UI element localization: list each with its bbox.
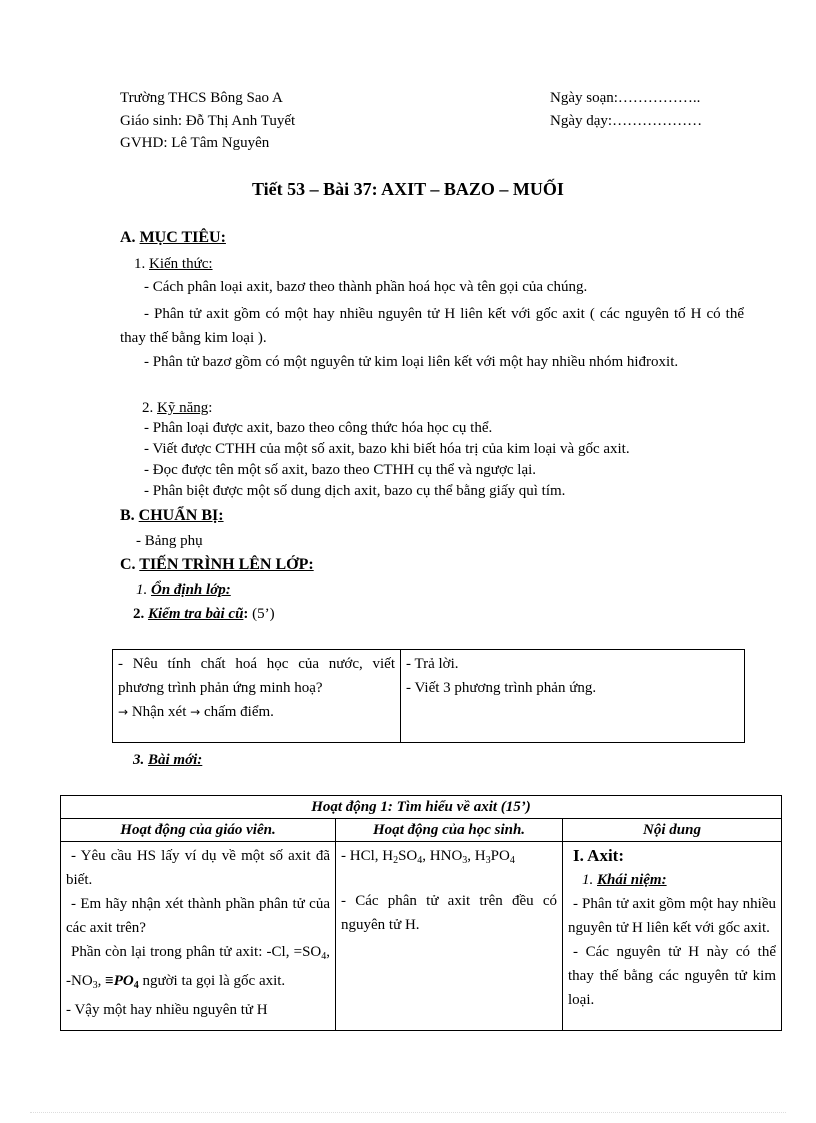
teacher-name: Giáo sinh: Đỗ Thị Anh Tuyết [120, 113, 296, 129]
knowledge-item-2: - Phân tử axit gồm có một hay nhiều nguyên tử H liên kết với gốc axit ( các nguyên tố H có thể thay thế bằng kim loại ). [120, 306, 744, 346]
section-c-prefix: C. [120, 556, 136, 573]
check-grade: chấm điểm. [203, 704, 274, 720]
step-3-label: Bài mới: [148, 752, 203, 768]
check-remark: Nhận xét [131, 704, 187, 720]
step-2-colon: : [243, 606, 249, 622]
col-header-student: Hoạt động của học sinh. [336, 819, 563, 842]
step-3-num: 3. [133, 752, 145, 768]
knowledge-heading [134, 256, 213, 273]
page-bottom-divider [30, 1112, 786, 1113]
teacher-step-2: - Em hãy nhận xét thành phần phân tử của các axit trên? [66, 896, 330, 936]
student-step-1: - HCl, $H_2SO_4$, $HNO_3$, $H_3PO_4$ [341, 848, 515, 866]
section-b-title: CHUẨN BỊ: [138, 507, 224, 524]
skills-num: 2. [142, 400, 154, 416]
knowledge-item-3: - Phân tử bazơ gồm có một nguyên tử kim loại liên kết với một hay nhiều nhóm hiđroxit. [144, 354, 679, 370]
col-header-content: Nội dung [563, 819, 782, 842]
skill-item-1: - Phân loại được axit, bazo theo công thức hóa học cụ thể. [144, 420, 493, 436]
content-definition-2: - Các nguyên tử H này có thể thay thế bằng các nguyên tử kim loại. [568, 944, 776, 1008]
content-subheading: 1. Khái niệm: [582, 872, 667, 888]
section-c-title: TIẾN TRÌNH LÊN LỚP: [139, 556, 314, 573]
step-2-num: 2. [133, 606, 145, 622]
step-1-label: Ổn định lớp: [151, 582, 231, 598]
check-table [112, 649, 745, 743]
triple-bond-symbol: ≡ [105, 973, 114, 989]
step-3 [133, 752, 202, 769]
col-header-teacher: Hoạt động của giáo viên. [61, 819, 336, 842]
teacher-step-4: - Vậy một hay nhiều nguyên tử H [66, 1002, 268, 1018]
student-activity-cell [336, 842, 563, 1031]
supervisor-name: GVHD: Lê Tâm Nguyên [120, 135, 270, 151]
check-answer: - Trả lời. [406, 656, 459, 672]
step-1 [136, 582, 231, 599]
activity-title: Hoạt động 1: Tìm hiểu về axit (15’) [61, 796, 782, 819]
arrow-icon: → [190, 705, 201, 719]
step-2-label: Kiểm tra bài cũ [148, 606, 244, 622]
school-name: Trường THCS Bông Sao A [120, 90, 283, 106]
section-c-heading [120, 556, 314, 574]
skill-item-3: - Đọc được tên một số axit, bazo theo CTHH cụ thể và ngược lại. [144, 462, 537, 478]
content-heading: I. Axit: [573, 846, 624, 865]
section-a-heading [120, 229, 226, 247]
check-student-cell [401, 650, 745, 743]
activity-table [60, 795, 782, 1031]
knowledge-item-1: - Cách phân loại axit, bazơ theo thành phần hoá học và tên gọi của chúng. [144, 279, 588, 295]
section-b-heading [120, 507, 224, 525]
student-step-2: - Các phân tử axit trên đều có nguyên tử H. [341, 893, 557, 933]
skill-item-4: - Phân biệt được một số dung dịch axit, bazo cụ thể bằng giấy quì tím. [144, 483, 566, 499]
teacher-step-3: Phần còn lại trong phân tử axit: -Cl, $=SO_4$, $-NO_3$, $\equiv PO_4$ người ta gọi là gốc axit. [66, 944, 330, 991]
skill-item-2: - Viết được CTHH của một số axit, bazo khi biết hóa trị của kim loại và gốc axit. [144, 441, 630, 457]
lesson-title: Tiết 53 – Bài 37: AXIT – BAZO – MUỐI [252, 179, 564, 199]
knowledge-num: 1. [134, 256, 146, 272]
content-definition-1: - Phân tử axit gồm một hay nhiều nguyên tử H liên kết với gốc axit. [568, 896, 776, 936]
section-b-prefix: B. [120, 507, 135, 524]
step-1-num: 1. [136, 582, 148, 598]
skills-label: Kỹ năng [157, 400, 209, 416]
skills-heading [142, 400, 212, 417]
step-2 [133, 606, 275, 623]
arrow-icon: → [118, 705, 129, 719]
section-b-item: - Bảng phụ [136, 533, 203, 549]
check-teacher-cell [113, 650, 401, 743]
prep-date: Ngày soạn:…………….. [550, 90, 701, 106]
step-2-time: (5’) [252, 606, 275, 622]
content-cell [563, 842, 782, 1031]
teacher-step-1: - Yêu cầu HS lấy ví dụ về một số axit đã biết. [66, 848, 330, 888]
check-equations: - Viết 3 phương trình phản ứng. [406, 680, 597, 696]
section-a-prefix: A. [120, 229, 136, 246]
check-question: - Nêu tính chất hoá học của nước, viết phương trình phản ứng minh hoạ? [118, 656, 395, 696]
teacher-activity-cell [61, 842, 336, 1031]
knowledge-label: Kiến thức: [149, 256, 213, 272]
section-a-title: MỤC TIÊU: [139, 229, 226, 246]
teach-date: Ngày dạy:……………… [550, 113, 703, 129]
skills-colon: : [208, 400, 213, 416]
